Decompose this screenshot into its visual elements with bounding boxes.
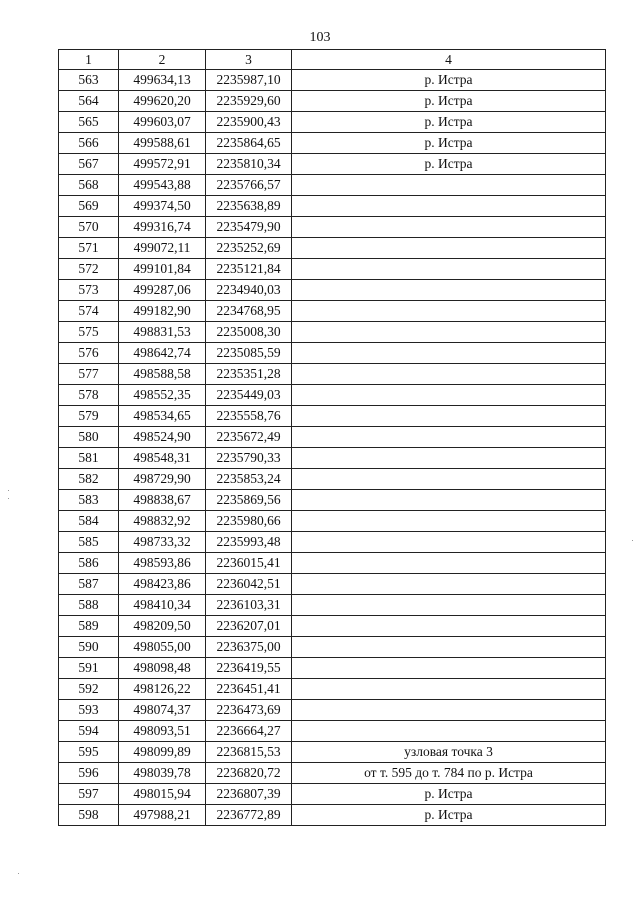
cell-x-coordinate: 497988,21 <box>119 805 206 826</box>
cell-description <box>292 175 606 196</box>
header-cell-x: 2 <box>119 50 206 70</box>
cell-x-coordinate: 498548,31 <box>119 448 206 469</box>
cell-description: р. Истра <box>292 112 606 133</box>
cell-point-number: 597 <box>59 784 119 805</box>
cell-point-number: 578 <box>59 385 119 406</box>
cell-x-coordinate: 499072,11 <box>119 238 206 259</box>
cell-x-coordinate: 498126,22 <box>119 679 206 700</box>
cell-point-number: 570 <box>59 217 119 238</box>
table-row <box>59 238 606 259</box>
cell-y-coordinate: 2236772,89 <box>206 805 292 826</box>
cell-y-coordinate: 2235900,43 <box>206 112 292 133</box>
table-row <box>59 679 606 700</box>
coordinates-table <box>58 49 606 826</box>
table-row <box>59 721 606 742</box>
cell-x-coordinate: 499182,90 <box>119 301 206 322</box>
cell-x-coordinate: 499634,13 <box>119 70 206 91</box>
cell-y-coordinate: 2235810,34 <box>206 154 292 175</box>
table-row <box>59 511 606 532</box>
cell-y-coordinate: 2236419,55 <box>206 658 292 679</box>
cell-point-number: 587 <box>59 574 119 595</box>
cell-x-coordinate: 499588,61 <box>119 133 206 154</box>
cell-point-number: 596 <box>59 763 119 784</box>
cell-point-number: 565 <box>59 112 119 133</box>
cell-y-coordinate: 2236207,01 <box>206 616 292 637</box>
table-row <box>59 490 606 511</box>
table-header <box>59 50 606 70</box>
page-number: 103 <box>309 30 331 45</box>
table-row <box>59 448 606 469</box>
cell-x-coordinate: 499603,07 <box>119 112 206 133</box>
cell-point-number: 563 <box>59 70 119 91</box>
cell-point-number: 589 <box>59 616 119 637</box>
table-row <box>59 322 606 343</box>
cell-description <box>292 448 606 469</box>
cell-y-coordinate: 2235853,24 <box>206 469 292 490</box>
cell-x-coordinate: 498588,58 <box>119 364 206 385</box>
cell-point-number: 590 <box>59 637 119 658</box>
cell-x-coordinate: 498209,50 <box>119 616 206 637</box>
cell-y-coordinate: 2236807,39 <box>206 784 292 805</box>
cell-description <box>292 553 606 574</box>
cell-description: от т. 595 до т. 784 по р. Истра <box>292 763 606 784</box>
cell-point-number: 577 <box>59 364 119 385</box>
table-row <box>59 217 606 238</box>
table-row <box>59 427 606 448</box>
cell-x-coordinate: 498642,74 <box>119 343 206 364</box>
cell-description <box>292 427 606 448</box>
cell-description: узловая точка 3 <box>292 742 606 763</box>
cell-y-coordinate: 2235993,48 <box>206 532 292 553</box>
cell-x-coordinate: 498093,51 <box>119 721 206 742</box>
cell-x-coordinate: 498074,37 <box>119 700 206 721</box>
cell-y-coordinate: 2236375,00 <box>206 637 292 658</box>
cell-y-coordinate: 2235121,84 <box>206 259 292 280</box>
cell-y-coordinate: 2235008,30 <box>206 322 292 343</box>
cell-description <box>292 490 606 511</box>
cell-y-coordinate: 2235479,90 <box>206 217 292 238</box>
scan-speck <box>8 498 9 499</box>
cell-y-coordinate: 2236103,31 <box>206 595 292 616</box>
table-row <box>59 343 606 364</box>
cell-point-number: 573 <box>59 280 119 301</box>
table-row <box>59 385 606 406</box>
cell-y-coordinate: 2236820,72 <box>206 763 292 784</box>
cell-description: р. Истра <box>292 784 606 805</box>
cell-point-number: 580 <box>59 427 119 448</box>
cell-y-coordinate: 2234940,03 <box>206 280 292 301</box>
cell-point-number: 598 <box>59 805 119 826</box>
table-row <box>59 301 606 322</box>
table-row <box>59 763 606 784</box>
cell-point-number: 569 <box>59 196 119 217</box>
cell-y-coordinate: 2236815,53 <box>206 742 292 763</box>
table-row <box>59 406 606 427</box>
table-row <box>59 70 606 91</box>
cell-point-number: 583 <box>59 490 119 511</box>
header-cell-description: 4 <box>292 50 606 70</box>
cell-y-coordinate: 2234768,95 <box>206 301 292 322</box>
cell-x-coordinate: 498831,53 <box>119 322 206 343</box>
cell-y-coordinate: 2235252,69 <box>206 238 292 259</box>
scan-speck <box>632 540 633 541</box>
cell-y-coordinate: 2235558,76 <box>206 406 292 427</box>
cell-y-coordinate: 2236042,51 <box>206 574 292 595</box>
cell-x-coordinate: 499620,20 <box>119 91 206 112</box>
cell-point-number: 594 <box>59 721 119 742</box>
cell-x-coordinate: 499374,50 <box>119 196 206 217</box>
cell-description <box>292 385 606 406</box>
cell-description: р. Истра <box>292 70 606 91</box>
cell-description: р. Истра <box>292 805 606 826</box>
table-row <box>59 742 606 763</box>
cell-x-coordinate: 499543,88 <box>119 175 206 196</box>
cell-y-coordinate: 2236473,69 <box>206 700 292 721</box>
cell-x-coordinate: 498593,86 <box>119 553 206 574</box>
cell-description: р. Истра <box>292 154 606 175</box>
cell-description <box>292 343 606 364</box>
cell-x-coordinate: 499101,84 <box>119 259 206 280</box>
table-body <box>59 70 606 826</box>
cell-description <box>292 259 606 280</box>
cell-description <box>292 301 606 322</box>
cell-description <box>292 511 606 532</box>
cell-description <box>292 322 606 343</box>
table-row <box>59 364 606 385</box>
cell-x-coordinate: 498039,78 <box>119 763 206 784</box>
cell-y-coordinate: 2235790,33 <box>206 448 292 469</box>
table-row <box>59 154 606 175</box>
cell-description <box>292 595 606 616</box>
cell-point-number: 571 <box>59 238 119 259</box>
cell-point-number: 574 <box>59 301 119 322</box>
cell-x-coordinate: 499572,91 <box>119 154 206 175</box>
cell-x-coordinate: 498838,67 <box>119 490 206 511</box>
table-row <box>59 784 606 805</box>
cell-description <box>292 364 606 385</box>
cell-description <box>292 238 606 259</box>
scan-speck <box>18 873 19 874</box>
cell-x-coordinate: 498832,92 <box>119 511 206 532</box>
header-row <box>59 50 606 70</box>
cell-x-coordinate: 498524,90 <box>119 427 206 448</box>
cell-y-coordinate: 2236664,27 <box>206 721 292 742</box>
cell-point-number: 581 <box>59 448 119 469</box>
cell-x-coordinate: 498015,94 <box>119 784 206 805</box>
cell-y-coordinate: 2235929,60 <box>206 91 292 112</box>
cell-x-coordinate: 498099,89 <box>119 742 206 763</box>
cell-x-coordinate: 498729,90 <box>119 469 206 490</box>
cell-x-coordinate: 499287,06 <box>119 280 206 301</box>
cell-point-number: 576 <box>59 343 119 364</box>
cell-x-coordinate: 498098,48 <box>119 658 206 679</box>
cell-point-number: 586 <box>59 553 119 574</box>
cell-point-number: 595 <box>59 742 119 763</box>
cell-point-number: 585 <box>59 532 119 553</box>
cell-y-coordinate: 2235980,66 <box>206 511 292 532</box>
cell-point-number: 579 <box>59 406 119 427</box>
cell-y-coordinate: 2235449,03 <box>206 385 292 406</box>
table-row <box>59 532 606 553</box>
cell-point-number: 584 <box>59 511 119 532</box>
cell-x-coordinate: 498055,00 <box>119 637 206 658</box>
header-cell-y: 3 <box>206 50 292 70</box>
cell-x-coordinate: 499316,74 <box>119 217 206 238</box>
table-row <box>59 112 606 133</box>
cell-x-coordinate: 498733,32 <box>119 532 206 553</box>
table-row <box>59 259 606 280</box>
cell-description: р. Истра <box>292 133 606 154</box>
table-row <box>59 196 606 217</box>
table-row <box>59 91 606 112</box>
cell-x-coordinate: 498534,65 <box>119 406 206 427</box>
cell-description <box>292 679 606 700</box>
cell-point-number: 575 <box>59 322 119 343</box>
table-row <box>59 700 606 721</box>
cell-x-coordinate: 498423,86 <box>119 574 206 595</box>
cell-point-number: 591 <box>59 658 119 679</box>
cell-y-coordinate: 2235766,57 <box>206 175 292 196</box>
table-row <box>59 616 606 637</box>
cell-description <box>292 532 606 553</box>
cell-y-coordinate: 2236015,41 <box>206 553 292 574</box>
cell-y-coordinate: 2235351,28 <box>206 364 292 385</box>
cell-description <box>292 280 606 301</box>
cell-x-coordinate: 498552,35 <box>119 385 206 406</box>
cell-point-number: 593 <box>59 700 119 721</box>
cell-x-coordinate: 498410,34 <box>119 595 206 616</box>
cell-point-number: 572 <box>59 259 119 280</box>
table-row <box>59 175 606 196</box>
cell-description <box>292 700 606 721</box>
cell-y-coordinate: 2235638,89 <box>206 196 292 217</box>
cell-y-coordinate: 2236451,41 <box>206 679 292 700</box>
cell-y-coordinate: 2235672,49 <box>206 427 292 448</box>
cell-y-coordinate: 2235085,59 <box>206 343 292 364</box>
cell-description <box>292 637 606 658</box>
scan-speck <box>8 490 9 491</box>
cell-description <box>292 406 606 427</box>
cell-description <box>292 658 606 679</box>
table-row <box>59 280 606 301</box>
cell-y-coordinate: 2235987,10 <box>206 70 292 91</box>
cell-description <box>292 469 606 490</box>
table-row <box>59 469 606 490</box>
cell-description <box>292 217 606 238</box>
table-row <box>59 574 606 595</box>
table-row <box>59 805 606 826</box>
cell-y-coordinate: 2235869,56 <box>206 490 292 511</box>
table-row <box>59 658 606 679</box>
table-row <box>59 133 606 154</box>
table-row <box>59 595 606 616</box>
table-row <box>59 553 606 574</box>
cell-point-number: 592 <box>59 679 119 700</box>
cell-y-coordinate: 2235864,65 <box>206 133 292 154</box>
cell-description: р. Истра <box>292 91 606 112</box>
header-cell-point-number: 1 <box>59 50 119 70</box>
cell-point-number: 566 <box>59 133 119 154</box>
cell-point-number: 568 <box>59 175 119 196</box>
cell-point-number: 567 <box>59 154 119 175</box>
cell-description <box>292 196 606 217</box>
cell-description <box>292 721 606 742</box>
cell-point-number: 582 <box>59 469 119 490</box>
table-row <box>59 637 606 658</box>
cell-description <box>292 616 606 637</box>
cell-description <box>292 574 606 595</box>
cell-point-number: 564 <box>59 91 119 112</box>
cell-point-number: 588 <box>59 595 119 616</box>
